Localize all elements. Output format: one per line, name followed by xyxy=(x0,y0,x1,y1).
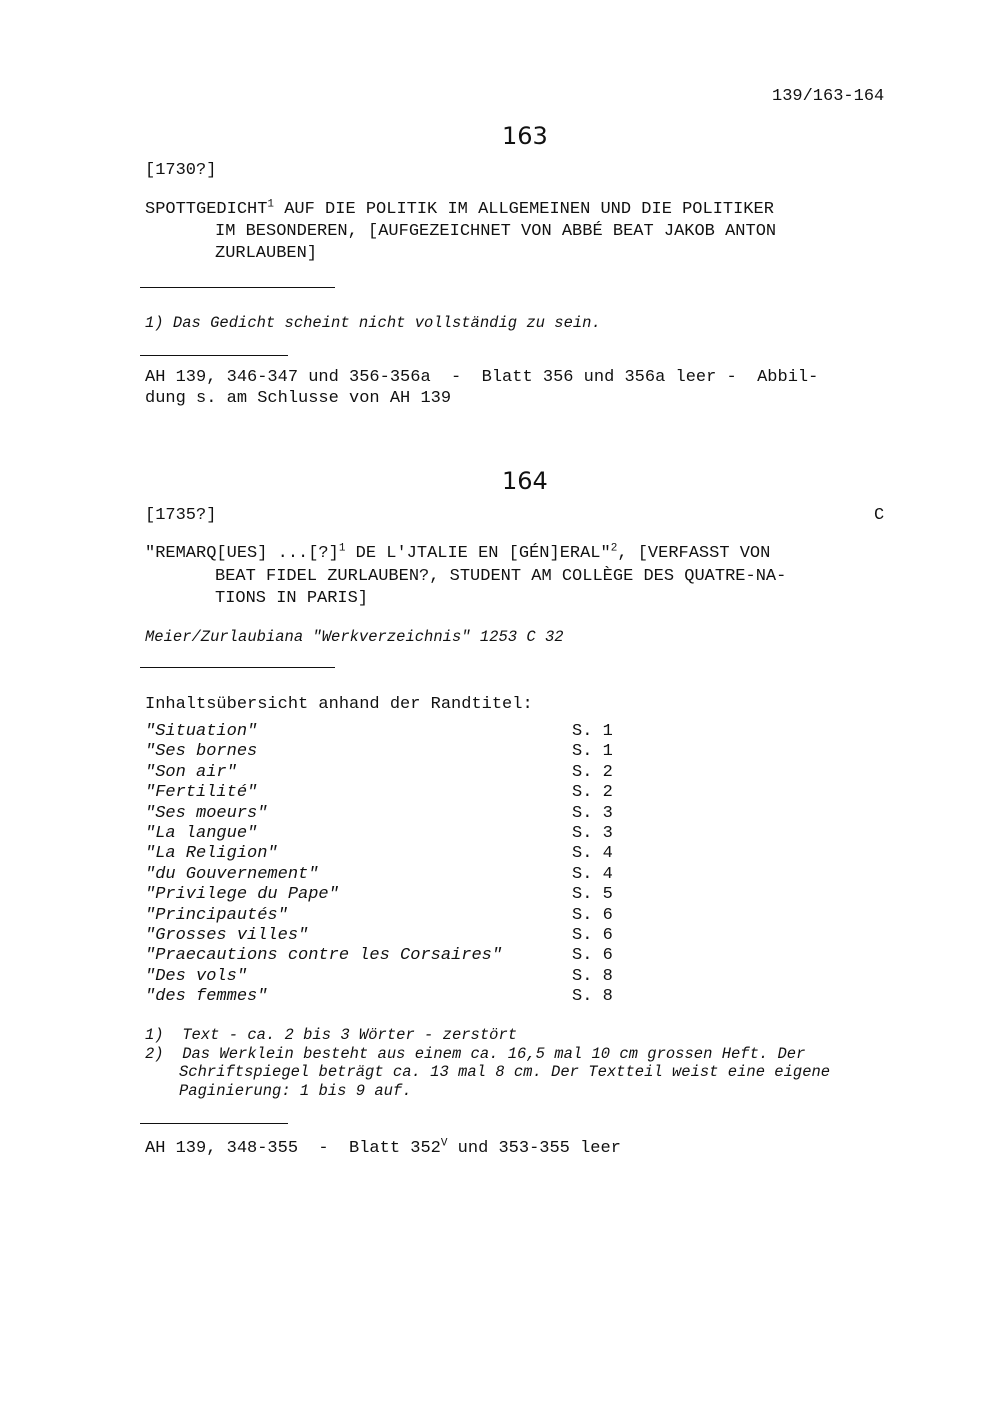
toc-entry-page: S. 1 xyxy=(572,722,613,741)
entry-164-footnote-1: 1) Text - ca. 2 bis 3 Wörter - zerstört xyxy=(145,1026,518,1044)
footnote-marker: 1 xyxy=(267,198,275,211)
entry-164-footnote-2-line2: Schriftspiegel beträgt ca. 13 mal 8 cm. Der Textteil weist eine eigene xyxy=(179,1063,831,1081)
toc-entry-title: "Privilege du Pape" xyxy=(145,885,339,905)
title-text: SPOTTGEDICHT xyxy=(145,200,268,219)
entry-number-164: 164 xyxy=(502,467,548,495)
source-text: AH 139, 348-355 - Blatt 352 xyxy=(145,1139,441,1158)
toc-entry-page: S. 4 xyxy=(572,864,613,884)
entry-164-title-line3: TIONS IN PARIS] xyxy=(215,589,369,608)
toc-entry-title: "Ses bornes xyxy=(145,742,258,762)
toc-entry-page: S. 6 xyxy=(572,905,613,925)
title-text: DE L'JTALIE EN [GÉN]ERAL" xyxy=(345,544,611,563)
toc-entry-page: S. 2 xyxy=(572,783,613,803)
toc-entry-page: S. 1 xyxy=(572,742,613,762)
toc-entry-title: "Grosses villes" xyxy=(145,926,309,945)
toc-entry-page: S. 5 xyxy=(572,885,613,905)
entry-163-date: [1730?] xyxy=(145,161,217,180)
toc-entry-title: "Des vols" xyxy=(145,966,248,986)
entry-164-title-line2: BEAT FIDEL ZURLAUBEN?, STUDENT AM COLLÈGE DES QUATRE-NA- xyxy=(215,567,787,586)
footnote-marker: 1 xyxy=(338,542,346,555)
entry-number-163: 163 xyxy=(502,122,548,150)
entry-163-title-line1 xyxy=(145,200,774,219)
entry-164-source xyxy=(145,1139,621,1158)
footnote-marker: 2 xyxy=(610,542,618,555)
entry-164-date: [1735?] xyxy=(145,506,217,525)
toc-entry-page: S. 6 xyxy=(572,926,613,945)
entry-164-reference: Meier/Zurlaubiana "Werkverzeichnis" 1253 C 32 xyxy=(145,628,564,646)
toc-entry-page: S. 4 xyxy=(572,844,613,864)
entry-164-marker: C xyxy=(874,506,885,525)
toc-entry-title: "Ses moeurs" xyxy=(145,803,268,823)
entry-164-title-line1 xyxy=(145,544,770,563)
toc-entry-page: S. 6 xyxy=(572,946,613,966)
title-text: AUF DIE POLITIK IM ALLGEMEINEN UND DIE POLITIKER xyxy=(274,200,774,219)
entry-163-title-line2: IM BESONDEREN, [AUFGEZEICHNET VON ABBÉ BEAT JAKOB ANTON xyxy=(215,222,777,241)
title-text: "REMARQ[UES] ...[?] xyxy=(145,544,339,563)
toc-heading: Inhaltsübersicht anhand der Randtitel: xyxy=(145,695,533,714)
entry-163-footnote: 1) Das Gedicht scheint nicht vollständig zu sein. xyxy=(145,314,601,332)
toc-entry-page: S. 2 xyxy=(572,762,613,782)
divider xyxy=(140,667,335,668)
toc-entry-title: "La Religion" xyxy=(145,844,278,864)
entry-164-footnote-2-line1: 2) Das Werklein besteht aus einem ca. 16,5 mal 10 cm grossen Heft. Der xyxy=(145,1045,806,1063)
entry-163-source-line1: AH 139, 346-347 und 356-356a - Blatt 356 und 356a leer - Abbil- xyxy=(145,368,819,387)
entry-163-title-line3: ZURLAUBEN] xyxy=(215,244,318,263)
toc-entry-title: "Son air" xyxy=(145,762,237,782)
toc-entry-title: "des femmes" xyxy=(145,987,268,1007)
toc-entry-title: "La langue" xyxy=(145,824,258,843)
toc-entry-title: "du Gouvernement" xyxy=(145,864,319,884)
source-text: und 353-355 leer xyxy=(447,1139,621,1158)
verso-marker: V xyxy=(440,1137,448,1150)
entry-163-source-line2: dung s. am Schlusse von AH 139 xyxy=(145,389,452,408)
toc-entry-title: "Principautés" xyxy=(145,905,288,925)
divider xyxy=(140,355,288,356)
toc-entry-page: S. 3 xyxy=(572,803,613,823)
toc-entry-title: "Praecautions contre les Corsaires" xyxy=(145,946,503,966)
toc-entry-title: "Fertilité" xyxy=(145,783,258,803)
title-text: , [VERFASST VON xyxy=(617,544,771,563)
page-reference: 139/163-164 xyxy=(772,87,885,106)
toc-entry-page: S. 3 xyxy=(572,824,613,843)
entry-164-footnote-2-line3: Paginierung: 1 bis 9 auf. xyxy=(179,1082,412,1100)
toc-entry-title: "Situation" xyxy=(145,722,258,741)
toc-entry-page: S. 8 xyxy=(572,966,613,986)
toc-entry-page: S. 8 xyxy=(572,987,613,1007)
divider xyxy=(140,287,335,288)
divider xyxy=(140,1123,288,1124)
